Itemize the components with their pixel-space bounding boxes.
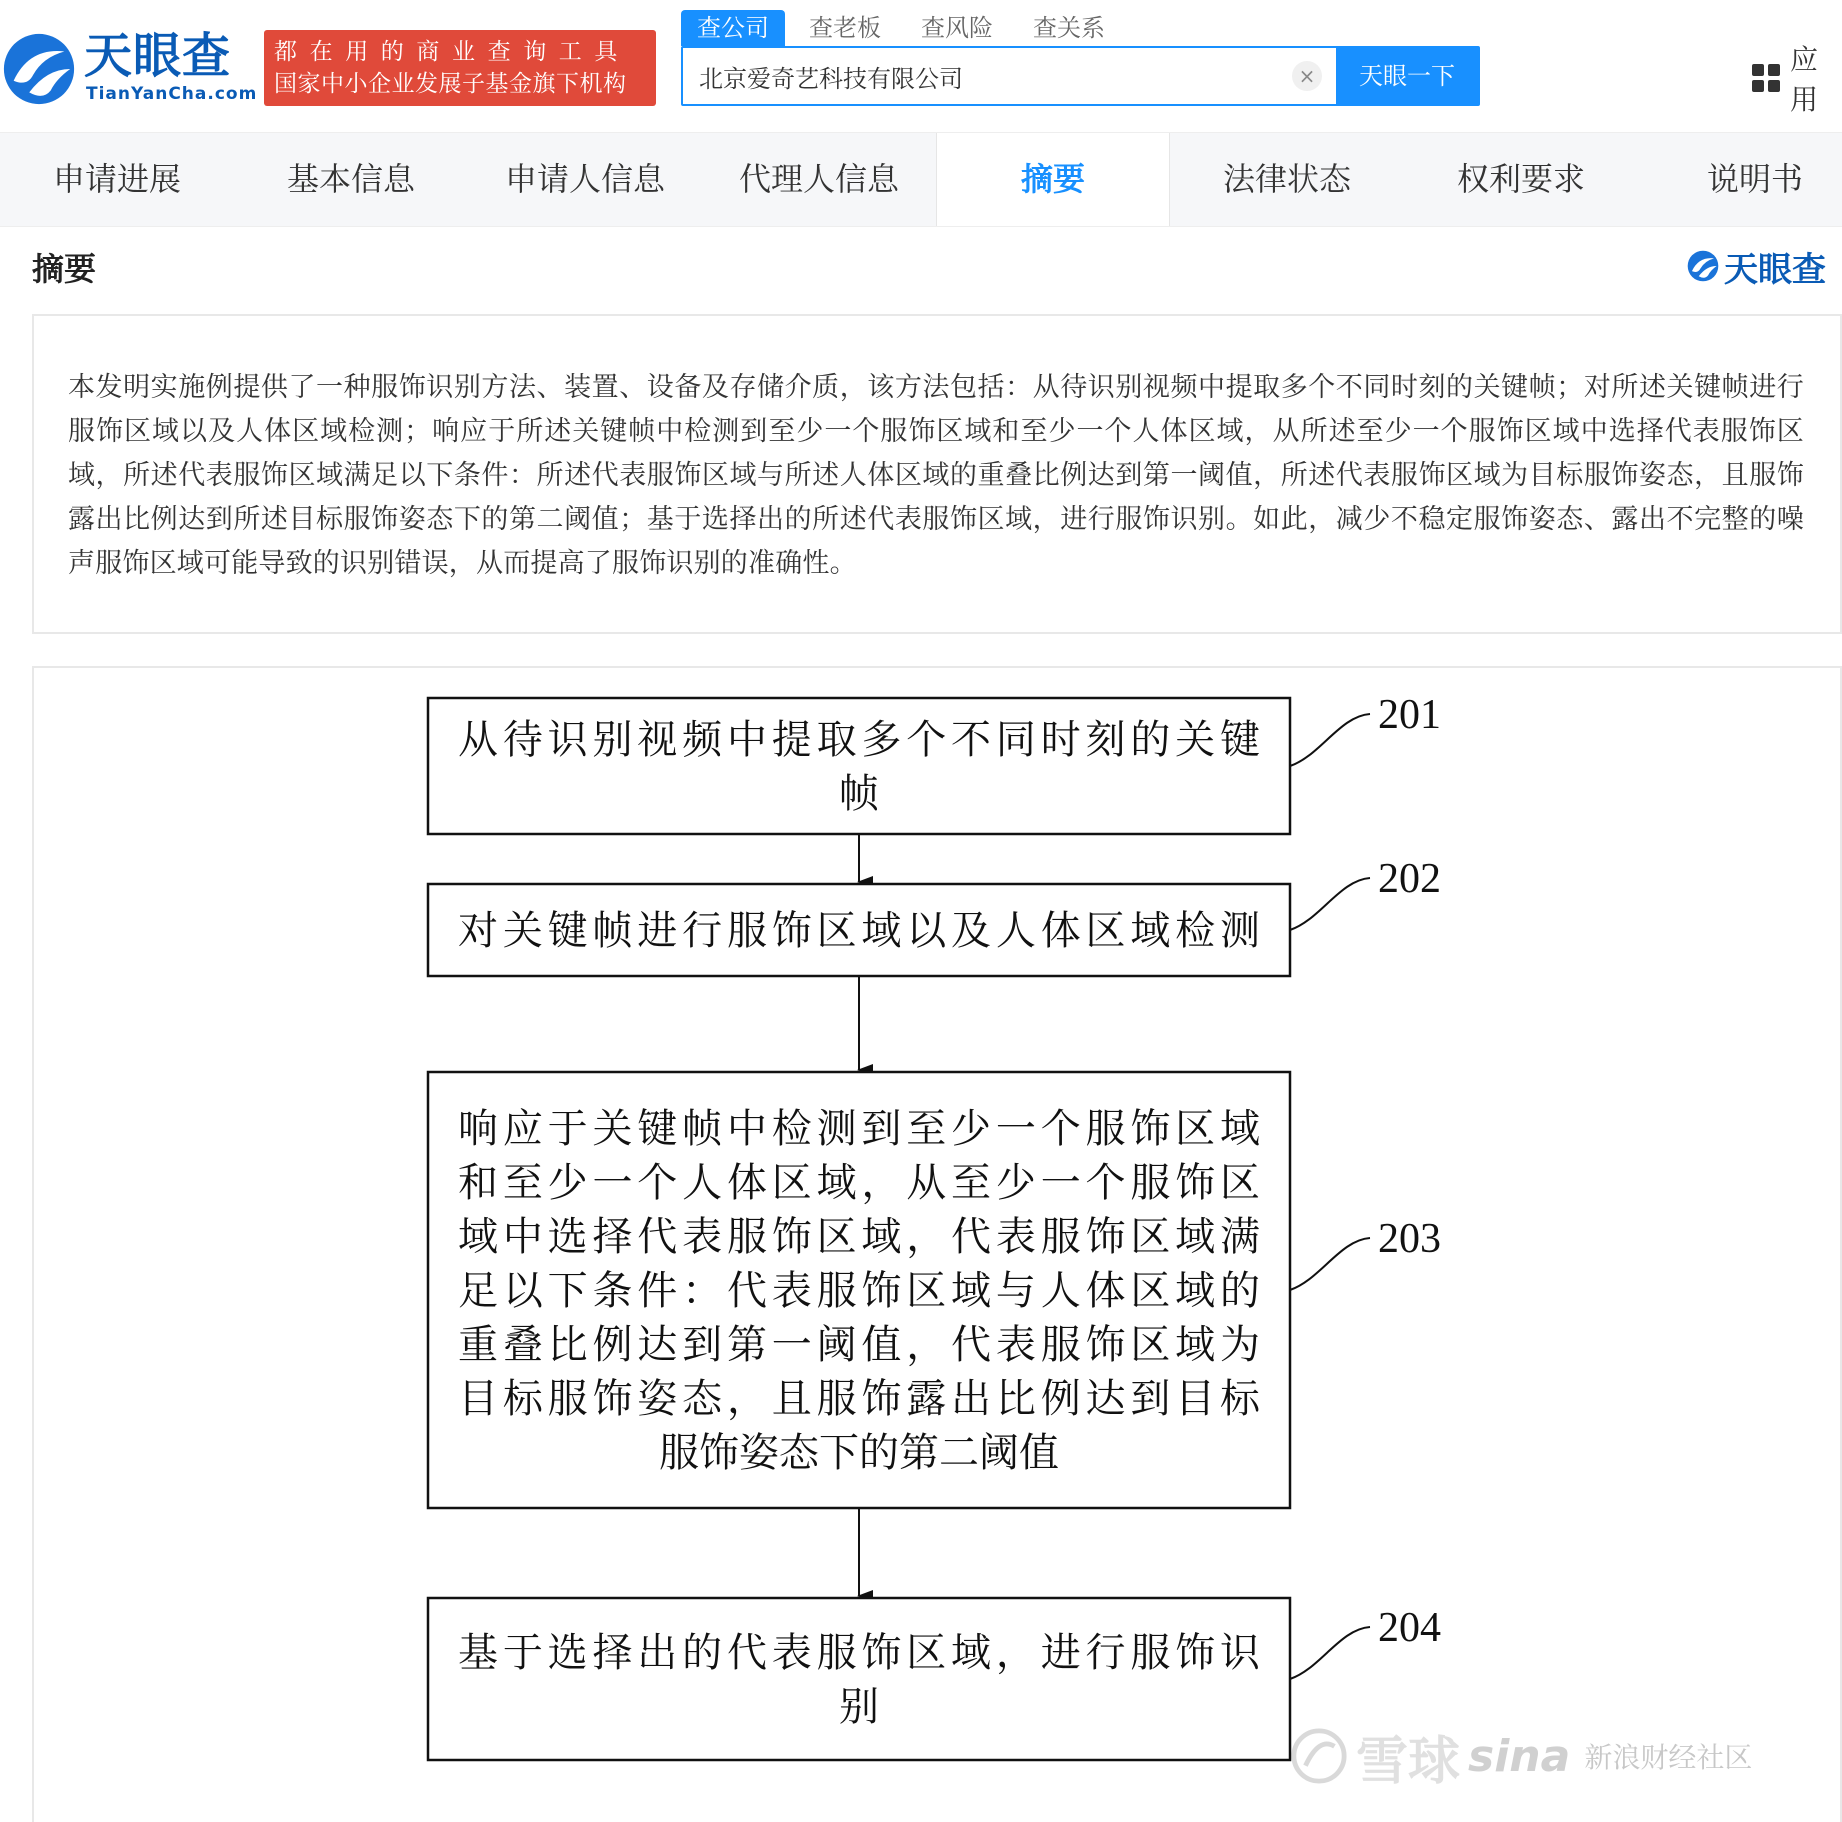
tab-abstract[interactable]: 摘要 (936, 133, 1170, 226)
flow-step-text-204-0: 基于选择出的代表服饰区域，进行服饰识 (458, 1630, 1260, 1676)
section-logo-text: 天眼查 (1724, 249, 1826, 290)
flow-step-number-204: 204 (1378, 1605, 1441, 1651)
tianyancha-logo-icon (0, 30, 78, 108)
abstract-figure (32, 666, 1842, 1822)
flow-leader-203 (1290, 1238, 1370, 1290)
xueqiu-sina-watermark (1290, 1716, 1752, 1796)
section-watermark-logo (1686, 244, 1826, 288)
flowchart (34, 668, 1840, 1822)
tab-description[interactable]: 说明书 (1706, 160, 1803, 198)
flow-step-text-203-3: 足以下条件：代表服饰区域与人体区域的 (458, 1268, 1260, 1314)
flow-step-text-204-1: 别 (839, 1684, 879, 1730)
top-header (0, 0, 1842, 132)
apps-label: 应用 (1790, 43, 1819, 116)
tab-legal-status[interactable]: 法律状态 (1222, 160, 1351, 198)
watermark-sina-text: sina (1468, 1730, 1571, 1782)
tianyancha-small-logo-icon (1686, 249, 1720, 283)
tab-claims[interactable]: 权利要求 (1456, 160, 1585, 198)
search-box (681, 46, 1480, 106)
search-tab-company[interactable]: 查公司 (681, 10, 785, 46)
brand-domain: TianYanCha.com (86, 84, 258, 104)
clear-icon[interactable]: × (1292, 61, 1322, 91)
xueqiu-logo-icon (1290, 1727, 1348, 1785)
flow-step-text-203-2: 域中选择代表服饰区域，代表服饰区域满 (458, 1214, 1260, 1260)
flow-step-text-203-5: 目标服饰姿态，且服饰露出比例达到目标 (458, 1376, 1260, 1422)
search-button[interactable]: 天眼一下 (1336, 48, 1478, 104)
section-title: 摘要 (32, 250, 97, 288)
search-input[interactable] (683, 48, 1292, 104)
watermark-main-text: 雪球 (1356, 1731, 1461, 1792)
flow-step-text-203-6: 服饰姿态下的第二阈值 (659, 1430, 1059, 1476)
flow-step-text-203-4: 重叠比例达到第一阈值，代表服饰区域为 (458, 1322, 1260, 1368)
tianyancha-logo[interactable] (0, 26, 258, 110)
flow-step-text-203-1: 和至少一个人体区域，从至少一个服饰区 (458, 1160, 1260, 1206)
abstract-text: 本发明实施例提供了一种服饰识别方法、装置、设备及存储介质，该方法包括：从待识别视频中提取多个不同时刻的关键帧；对所述关键帧进行服饰区域以及人体区域检测；响应于所述关键帧中检测到至少一个服饰区域和至少一个人体区域，从所述至少一个服饰区域中选择代表服饰区域，所述代表服饰区域满足以下条件：所述代表服饰区域与所述人体区域的重叠比例达到第一阈值，所述代表服饰区域为目标服饰姿态，且服饰露出比例达到所述目标服饰姿态下的第二阈值；基于选择出的所述代表服饰区域，进行服饰识别。如此，减少不稳定服饰姿态、露出不完整的噪声服饰区域可能导致的识别错误，从而提高了服饰识别的准确性。 (68, 372, 1804, 579)
apps-grid-icon (1752, 64, 1780, 92)
search-tab-boss[interactable]: 查老板 (809, 14, 881, 42)
slogan-banner (264, 30, 656, 106)
flow-step-text-203-0: 响应于关键帧中检测到至少一个服饰区域 (458, 1106, 1260, 1152)
slogan-line-2: 国家中小企业发展子基金旗下机构 (274, 71, 627, 97)
brand-name: 天眼查 (84, 28, 232, 84)
flow-leader-201 (1290, 714, 1370, 766)
tab-agent-info[interactable]: 代理人信息 (738, 160, 899, 198)
flow-step-number-202: 202 (1378, 856, 1441, 902)
tab-application-progress[interactable]: 申请进展 (52, 160, 181, 198)
patent-nav-tabs (0, 132, 1842, 227)
flow-step-box-204 (428, 1598, 1290, 1760)
search-type-tabs (681, 10, 1129, 46)
tab-applicant-info[interactable]: 申请人信息 (504, 160, 665, 198)
abstract-panel (32, 314, 1842, 634)
flow-step-text-201-0: 从待识别视频中提取多个不同时刻的关键 (458, 717, 1260, 763)
flow-step-number-203: 203 (1378, 1216, 1441, 1262)
search-tab-relation[interactable]: 查关系 (1033, 14, 1105, 42)
apps-menu[interactable] (1752, 43, 1842, 116)
watermark-sub-text: 新浪财经社区 (1584, 1741, 1753, 1774)
flow-step-text-201-1: 帧 (839, 771, 879, 817)
flow-leader-204 (1290, 1627, 1370, 1679)
search-tab-risk[interactable]: 查风险 (921, 14, 993, 42)
tab-basic-info[interactable]: 基本信息 (286, 160, 415, 198)
flow-leader-202 (1290, 878, 1370, 930)
flow-step-text-202-0: 对关键帧进行服饰区域以及人体区域检测 (458, 908, 1260, 954)
slogan-line-1: 都在用的商业查询工具 (274, 39, 630, 65)
flow-step-number-201: 201 (1378, 692, 1441, 738)
